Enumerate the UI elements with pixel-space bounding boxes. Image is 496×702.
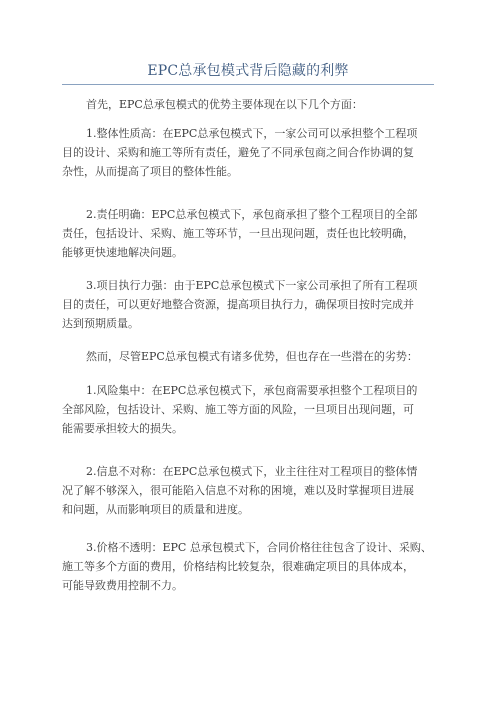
document-title: EPC总承包模式背后隐藏的利弊 [147, 63, 349, 79]
title-underline [62, 84, 434, 85]
intro-pros-line: 首先，EPC总承包模式的优势主要体现在以下几个方面： [86, 98, 363, 111]
pro-1-line-3: 杂性，从而提高了项目的整体性能。 [62, 165, 238, 178]
con-2-line-2: 况了解不够深入，很可能陷入信息不对称的困境，难以及时掌握项目进展 [62, 484, 414, 497]
pro-1-line-2: 目的设计、采购和施工等所有责任，避免了不同承包商之间合作协调的复 [62, 146, 414, 159]
pro-3-line-1: 3.项目执行力强：由于EPC总承包模式下一家公司承担了所有工程项 [86, 279, 418, 292]
con-3-line-3: 可能导致费用控制不力。 [62, 579, 183, 592]
intro-pros-paragraph [62, 95, 434, 114]
con-3-line-1: 3.价格不透明：EPC 总承包模式下，合同价格往往包含了设计、采购、 [86, 541, 432, 554]
intro-cons-paragraph [62, 347, 434, 366]
pro-1-paragraph [62, 124, 434, 181]
pro-3-paragraph [62, 276, 434, 333]
con-1-line-2: 全部风险，包括设计、采购、施工等方面的风险，一旦项目出现问题，可 [62, 403, 414, 416]
pro-3-line-2: 目的责任，可以更好地整合资源，提高项目执行力，确保项目按时完成并 [62, 298, 414, 311]
pro-3-line-3: 达到预期质量。 [62, 317, 139, 330]
intro-cons-line: 然而，尽管EPC总承包模式有诸多优势，但也存在一些潜在的劣势： [86, 350, 418, 363]
con-2-paragraph [62, 462, 434, 519]
pro-1-line-1: 1.整体性质高：在EPC总承包模式下，一家公司可以承担整个工程项 [86, 127, 418, 140]
pro-2-line-2: 责任，包括设计、采购、施工等环节，一旦出现问题，责任也比较明确， [62, 227, 414, 240]
con-1-line-1: 1.风险集中：在EPC总承包模式下，承包商需要承担整个工程项目的 [86, 384, 418, 397]
pro-2-line-1: 2.责任明确：EPC总承包模式下，承包商承担了整个工程项目的全部 [86, 208, 418, 221]
con-1-line-3: 能需要承担较大的损失。 [62, 422, 183, 435]
con-2-line-1: 2.信息不对称：在EPC总承包模式下，业主往往对工程项目的整体情 [86, 465, 418, 478]
con-3-paragraph [62, 538, 434, 595]
con-2-line-3: 和问题，从而影响项目的质量和进度。 [62, 503, 249, 516]
pro-2-paragraph [62, 205, 434, 262]
con-1-paragraph [62, 381, 434, 438]
con-3-line-2: 施工等多个方面的费用，价格结构比较复杂，很难确定项目的具体成本， [62, 560, 414, 573]
pro-2-line-3: 能够更快速地解决问题。 [62, 246, 183, 259]
